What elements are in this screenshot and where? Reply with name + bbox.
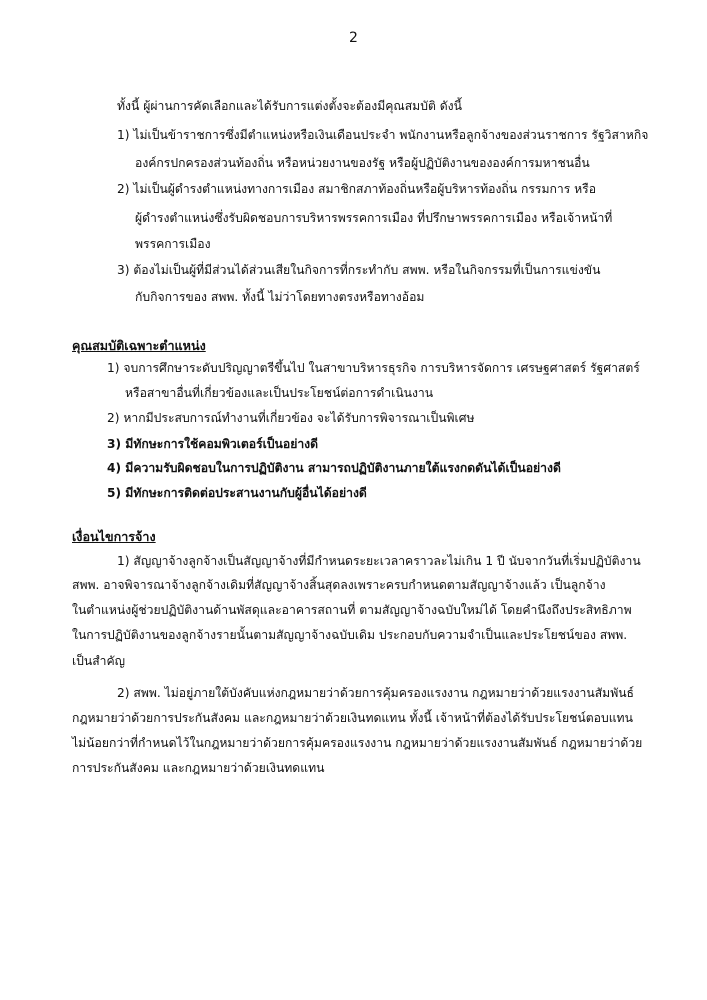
condition-1-line-4: ในการปฏิบัติงานของลูกจ้างรายนั้นตามสัญญาจ้างฉบับเดิม ประกอบกับความจำเป็นและประโยชน์ของ สพพ. [72, 628, 628, 642]
condition-2-line-3: ไม่น้อยกว่าที่กำหนดไว้ในกฎหมายว่าด้วยการคุ้มครองแรงงาน กฎหมายว่าด้วยแรงงานสัมพันธ์ กฎหมายว่าด้วย [72, 736, 643, 750]
condition-2-line-1: 2) สพพ. ไม่อยู่ภายใต้บังคับแห่งกฎหมายว่าด้วยการคุ้มครองแรงงาน กฎหมายว่าด้วยแรงงานสัมพันธ์ [117, 686, 634, 700]
page-number: 2 [349, 30, 358, 46]
condition-1-line-2: สพพ. อาจพิจารณาจ้างลูกจ้างเดิมที่สัญญาจ้างสิ้นสุดลงเพราะครบกำหนดตามสัญญาจ้างแล้ว เป็นลูกจ้าง [72, 578, 606, 592]
condition-2-line-2: กฎหมายว่าด้วยการประกันสังคม และกฎหมายว่าด้วยเงินทดแทน ทั้งนี้ เจ้าหน้าที่ต้องได้รับประโยชน์ตอบแทน [72, 711, 633, 725]
position-qualifications-heading: คุณสมบัติเฉพาะตำแหน่ง [72, 338, 206, 353]
condition-1-line-3: ในตำแหน่งผู้ช่วยปฏิบัติงานด้านพัสดุและอาคารสถานที่ ตามสัญญาจ้างฉบับใหม่ได้ โดยคำนึงถึงประสิทธิภาพ [72, 603, 632, 617]
condition-1-line-5: เป็นสำคัญ [72, 654, 126, 668]
general-item-2-line-2: ผู้ดำรงตำแหน่งซึ่งรับผิดชอบการบริหารพรรคการเมือง ที่ปรึกษาพรรคการเมือง หรือเจ้าหน้าที่ [135, 211, 613, 225]
condition-2-line-4: การประกันสังคม และกฎหมายว่าด้วยเงินทดแทน [72, 761, 325, 775]
general-item-1-line-1: 1) ไม่เป็นข้าราชการซึ่งมีตำแหน่งหรือเงินเดือนประจำ พนักงานหรือลูกจ้างของส่วนราชการ รัฐวิสาหกิจ [117, 128, 649, 142]
general-item-3-line-1: 3) ต้องไม่เป็นผู้ที่มีส่วนได้ส่วนเสียในกิจการที่กระทำกับ สพพ. หรือในกิจกรรมที่เป็นการแข่งขัน [117, 263, 601, 277]
position-item-1-line-2: หรือสาขาอื่นที่เกี่ยวข้องและเป็นประโยชน์ต่อการดำเนินงาน [125, 386, 434, 400]
general-item-2-line-1: 2) ไม่เป็นผู้ดำรงตำแหน่งทางการเมือง สมาชิกสภาท้องถิ่นหรือผู้บริหารท้องถิ่น กรรมการ หรือ [117, 182, 597, 196]
condition-1-line-1: 1) สัญญาจ้างลูกจ้างเป็นสัญญาจ้างที่มีกำหนดระยะเวลาคราวละไม่เกิน 1 ปี นับจากวันที่เริ่มปฏิบัติงาน [117, 554, 641, 568]
general-item-2-line-3: พรรคการเมือง [135, 237, 211, 251]
general-item-3-line-2: กับกิจการของ สพพ. ทั้งนี้ ไม่ว่าโดยทางตรงหรือทางอ้อม [135, 290, 425, 304]
position-item-1-line-1: 1) จบการศึกษาระดับปริญญาตรีขึ้นไป ในสาขาบริหารธุรกิจ การบริหารจัดการ เศรษฐศาสตร์ รัฐศาสตร์ [107, 361, 640, 375]
position-item-5: 5) มีทักษะการติดต่อประสานงานกับผู้อื่นได้อย่างดี [107, 486, 367, 500]
employment-conditions-heading: เงื่อนไขการจ้าง [72, 529, 156, 544]
position-item-2: 2) หากมีประสบการณ์ทำงานที่เกี่ยวข้อง จะได้รับการพิจารณาเป็นพิเศษ [107, 411, 475, 425]
position-item-4: 4) มีความรับผิดชอบในการปฏิบัติงาน สามารถปฏิบัติงานภายใต้แรงกดดันได้เป็นอย่างดี [107, 461, 561, 475]
general-item-1-line-2: องค์กรปกครองส่วนท้องถิ่น หรือหน่วยงานของรัฐ หรือผู้ปฏิบัติงานขององค์การมหาชนอื่น [135, 156, 590, 170]
intro-text: ทั้งนี้ ผู้ผ่านการคัดเลือกและได้รับการแต่งตั้งจะต้องมีคุณสมบัติ ดังนี้ [117, 99, 462, 113]
position-item-3: 3) มีทักษะการใช้คอมพิวเตอร์เป็นอย่างดี [107, 437, 319, 451]
